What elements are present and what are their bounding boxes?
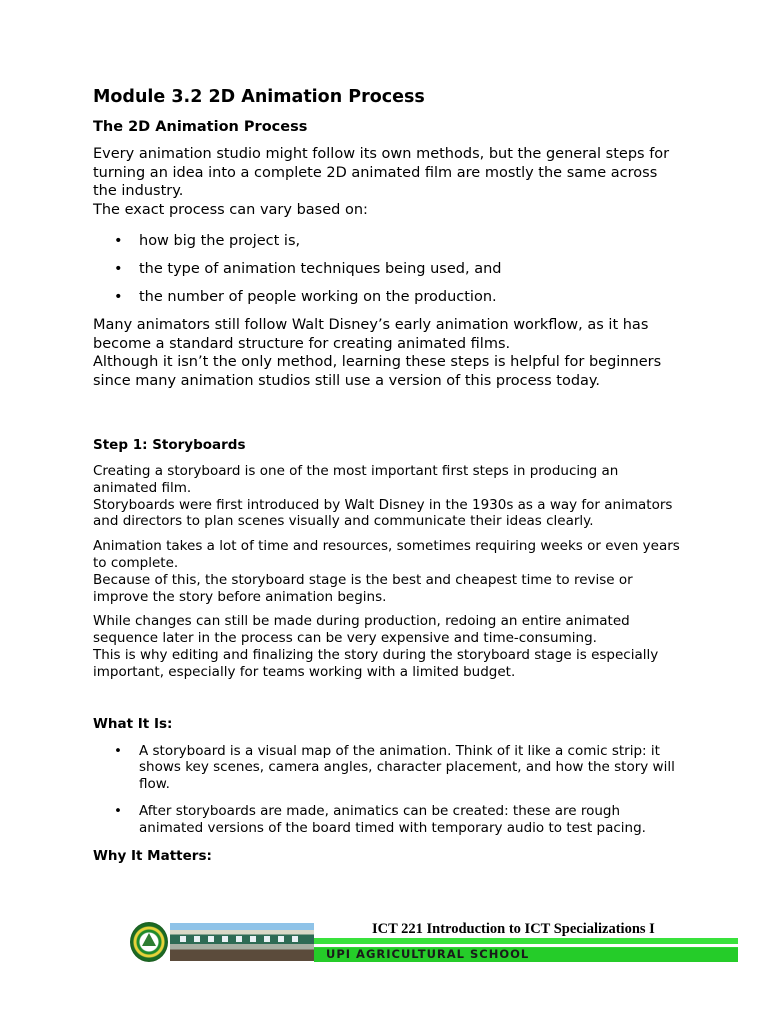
disney-paragraph <box>93 316 683 390</box>
what-it-is-heading: What It Is: <box>93 715 173 732</box>
storyboard-paragraph-2 <box>93 538 683 605</box>
list-item: • how big the project is, <box>93 232 683 250</box>
what-it-is-list <box>93 743 683 837</box>
school-building-photo <box>170 923 314 961</box>
list-item: • the number of people working on the production. <box>93 288 683 306</box>
disney-text-2: Although it isn’t the only method, learning these steps is helpful for beginners since many animation studios still use a version of this process today. <box>93 354 662 389</box>
intro-paragraph <box>93 145 683 219</box>
school-seal-icon <box>130 922 168 962</box>
section-title: The 2D Animation Process <box>93 119 308 135</box>
storyboard-paragraph-1 <box>93 463 683 530</box>
list-item: • A storyboard is a visual map of the animation. Think of it like a comic strip: it shows key scenes, camera angles, character placement, and how the story will flow. <box>93 743 683 793</box>
factors-list <box>93 232 683 306</box>
list-item: • After storyboards are made, animatics can be created: these are rough animated versions of the board timed with temporary audio to test pacing. <box>93 803 683 837</box>
footer-green-bar <box>314 938 738 962</box>
paragraph-text: Because of this, the storyboard stage is the best and cheapest time to revise or improve the story before animation begins. <box>93 571 633 605</box>
intro-text-2: The exact process can vary based on: <box>93 201 368 218</box>
module-title: Module 3.2 2D Animation Process <box>93 87 425 107</box>
course-title: ICT 221 Introduction to ICT Specializations I <box>372 921 655 937</box>
step1-heading: Step 1: Storyboards <box>93 437 246 453</box>
list-item: • the type of animation techniques being used, and <box>93 260 683 278</box>
school-name: UPI AGRICULTURAL SCHOOL <box>326 947 530 961</box>
why-it-matters-heading: Why It Matters: <box>93 847 212 864</box>
disney-text-1: Many animators still follow Walt Disney’s early animation workflow, as it has become a standard structure for creating animated films. <box>93 317 649 352</box>
paragraph-text: Animation takes a lot of time and resources, sometimes requiring weeks or even years to complete. <box>93 538 680 571</box>
intro-text-1: Every animation studio might follow its own methods, but the general steps for turning an idea into a complete 2D animated film are mostly the same across the industry. <box>93 146 670 199</box>
page-footer <box>130 920 738 964</box>
paragraph-text: Creating a storyboard is one of the most important first steps in producing an animated film. <box>93 463 619 496</box>
paragraph-text: Storyboards were first introduced by Walt Disney in the 1930s as a way for animators and directors to plan scenes visually and communicate their ideas clearly. <box>93 496 673 530</box>
paragraph-text: While changes can still be made during production, redoing an entire animated sequence later in the process can be very expensive and time-consuming. <box>93 613 630 647</box>
document-body <box>93 86 683 865</box>
paragraph-text: This is why editing and finalizing the story during the storyboard stage is especially important, especially for teams working with a limited budget. <box>93 646 659 680</box>
storyboard-paragraph-3 <box>93 613 683 680</box>
